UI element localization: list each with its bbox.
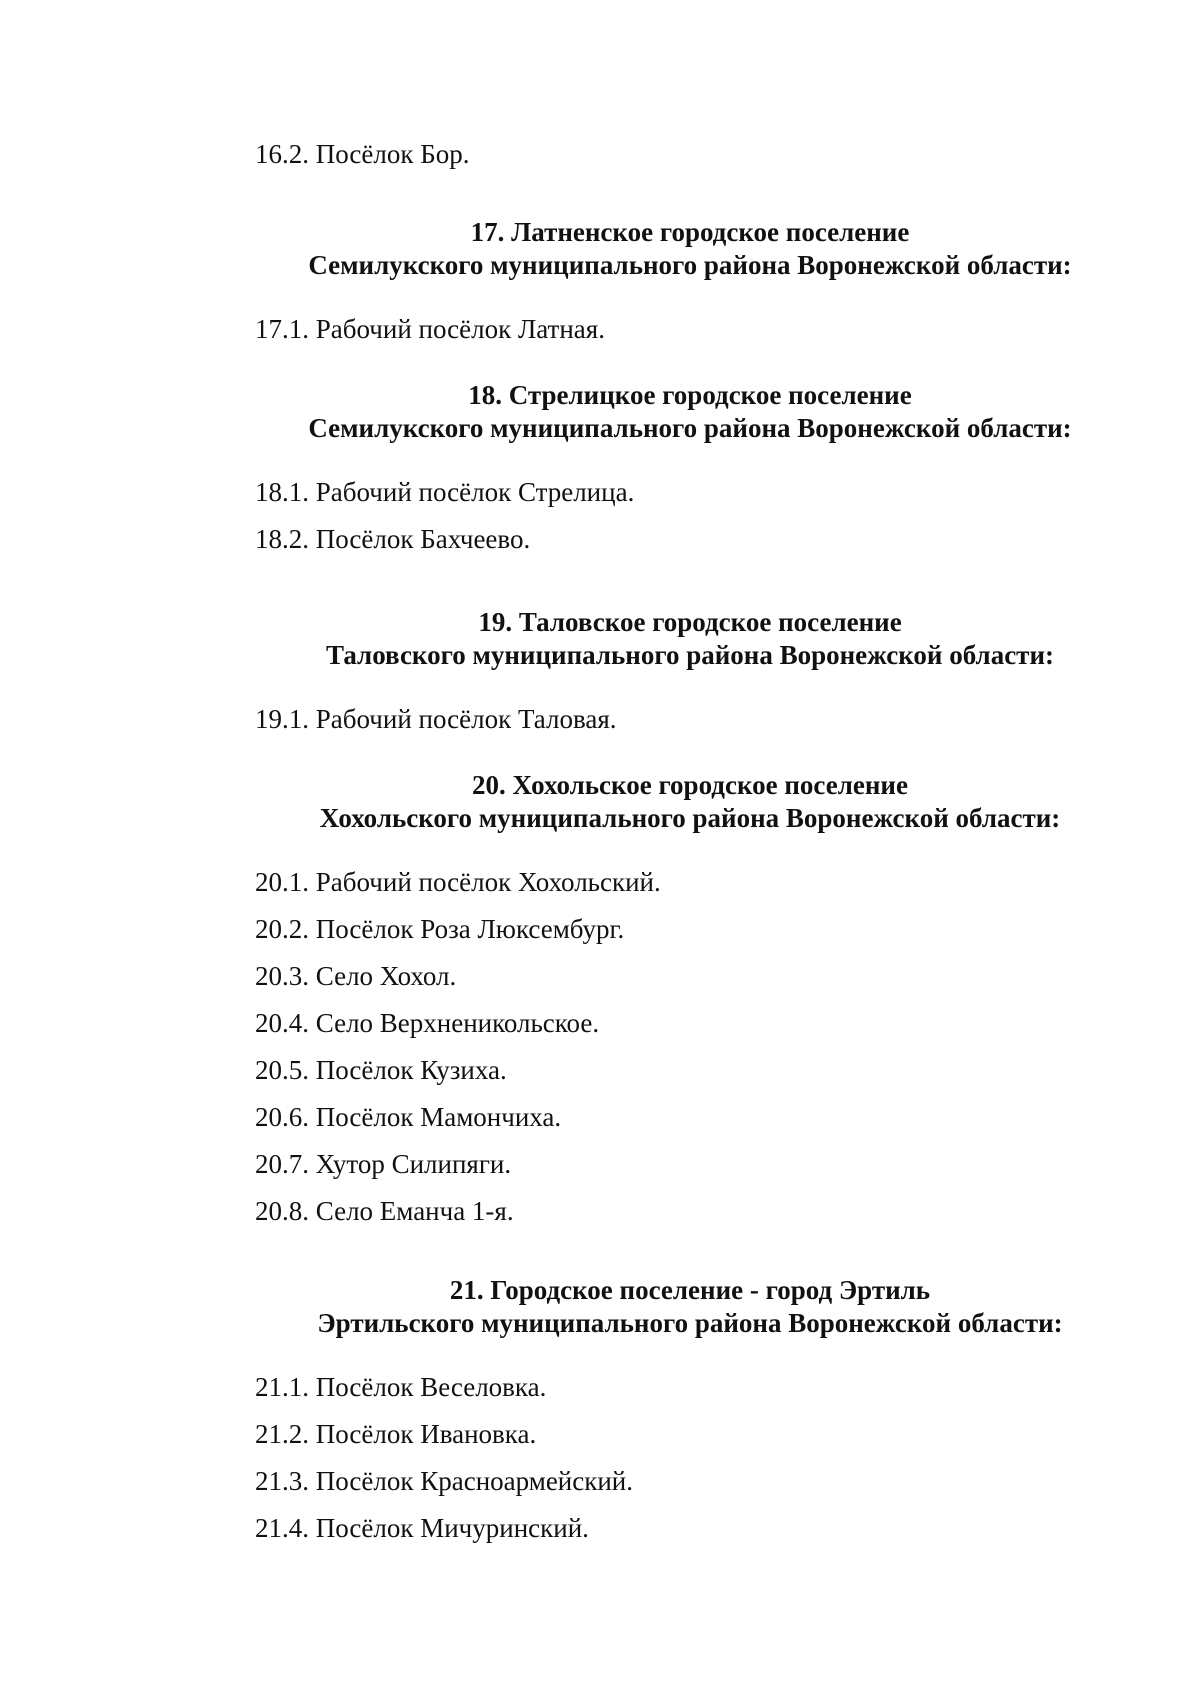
list-item: 18.2. Посёлок Бахчеево. [255, 524, 531, 554]
list-item: 20.6. Посёлок Мамончиха. [255, 1102, 562, 1132]
list-item: 16.2. Посёлок Бор. [255, 139, 470, 169]
heading-line: Таловского муниципального района Воронежской области: [325, 640, 1054, 670]
list-item: 20.3. Село Хохол. [255, 961, 457, 991]
heading-line: 17. Латненское городское поселение [470, 217, 910, 247]
heading-line: Эртильского муниципального района Воронежской области: [317, 1308, 1063, 1338]
section-heading-17 [255, 216, 1125, 282]
heading-line: 20. Хохольское городское поселение [472, 770, 908, 800]
list-item: 20.1. Рабочий посёлок Хохольский. [255, 867, 661, 897]
list-item: 21.1. Посёлок Веселовка. [255, 1372, 547, 1402]
list-item: 20.8. Село Еманча 1-я. [255, 1196, 514, 1226]
list-item: 20.5. Посёлок Кузиха. [255, 1055, 507, 1085]
list-item: 20.2. Посёлок Роза Люксембург. [255, 914, 625, 944]
list-item: 21.4. Посёлок Мичуринский. [255, 1513, 589, 1543]
list-item: 18.1. Рабочий посёлок Стрелица. [255, 477, 635, 507]
section-heading-21 [255, 1274, 1125, 1340]
list-item: 21.2. Посёлок Ивановка. [255, 1419, 537, 1449]
list-item: 20.7. Хутор Силипяги. [255, 1149, 512, 1179]
section-heading-20 [255, 769, 1125, 835]
heading-line: 18. Стрелицкое городское поселение [468, 380, 912, 410]
list-item: 20.4. Село Верхненикольское. [255, 1008, 600, 1038]
list-item: 19.1. Рабочий посёлок Таловая. [255, 704, 617, 734]
heading-line: 21. Городское поселение - город Эртиль [449, 1275, 931, 1305]
heading-line: Семилукского муниципального района Воронежской области: [308, 250, 1072, 280]
heading-line: Хохольского муниципального района Воронежской области: [319, 803, 1061, 833]
section-heading-18 [255, 379, 1125, 445]
section-heading-19 [255, 606, 1125, 672]
heading-line: Семилукского муниципального района Воронежской области: [308, 413, 1072, 443]
list-item: 21.3. Посёлок Красноармейский. [255, 1466, 633, 1496]
list-item: 17.1. Рабочий посёлок Латная. [255, 314, 605, 344]
heading-line: 19. Таловское городское поселение [478, 607, 902, 637]
